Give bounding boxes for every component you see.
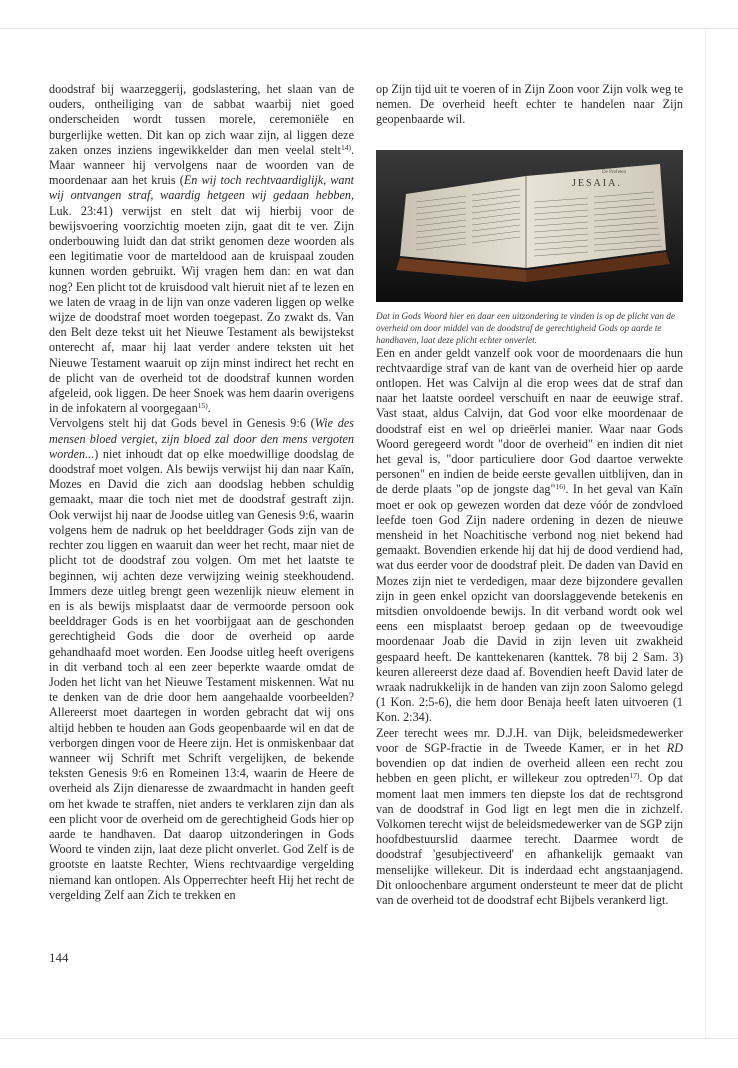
left-paragraph-2: Vervolgens stelt hij dat Gods bevel in Genesis 9:6 (Wie des mensen bloed vergiet, zijn bloed zal door den mens vergoten worden...) niet inhoudt dat op elke moedwillige doodslag de doodstraf moet volgen. Als bewijs verwijst hij dan naar Kaïn, Mozes en David die zich aan doodslag hebben schuldig gemaakt, maar die toch niet met de doodstraf gestraft zijn. Ook verwijst hij naar de Joodse uitleg van Genesis 9:6, waarin volgens hem de nadruk op het beelddrager Gods zijn van de rechter zou liggen en waaruit dan weer het recht, maar niet de plicht tot de doodstraf zou volgen. Om met het laatste te beginnen, wij achten deze verwijzing weinig steekhoudend. Immers deze uitleg brengt geen wezenlijk nieuw element in en is als bewijs misplaatst daar de vermoorde persoon ook beelddrager Gods is en het voorbijgaat aan de geschonden gerechtigheid Gods die door de overheid op aarde gehandhaafd moet worden. Een Joodse uitleg heeft overigens in dit verband toch al een zeer beperkte waarde omdat de Joden het licht van het Nieuwe Testament miskennen. Wat nu te denken van de drie door hem aangehaalde voorbeelden? Allereerst moet daartegen in worden gebracht dat wij ons altijd hebben te houden aan Gods geopenbaarde wil en dat de verborgen dingen voor de Heere zijn. Het is onmiskenbaar dat wanneer wij Schrift met Schrift vergelijken, de bekende teksten Genesis 9:6 en Romeinen 13:4, waarin de Heere de overheid als Zijn dienaresse de zwaardmacht in handen geeft om het kwade te straffen, niet anders te verklaren zijn dan als een plicht voor de overheid om de gerechtigheid Gods hier op aarde te handhaven. Dat daarop uitzonderingen in Gods Woord te vinden zijn, laat deze plicht onverlet. God Zelf is de grootste en laatste Rechter, Wiens rechtvaardige vergelding niemand kan ontlopen. Als Opperrechter heeft Hij het recht de vergelding Zelf aan Zich te trekken en [49, 416, 354, 902]
photo-caption: Dat in Gods Woord hier en daar een uitzondering te vinden is op de plicht van de overheid om door middel van de doodstraf de gerechtigheid Gods op aarde te handhaven, laat deze plicht echter onverlet. [376, 310, 675, 345]
footnote-ref: 16) [555, 482, 566, 492]
page-edge-top [0, 28, 738, 29]
left-paragraph-1: doodstraf bij waarzeggerij, godslastering, het slaan van de ouders, ontheiliging van de sabbat waarbij niet goed onderscheiden wordt tussen morele, ceremoniële en burgerlijke wetten. Dit kan op zich waar zijn, al liggen deze zaken onzes inziens ingewikkelder dan men veelal stelt$^{14)}$. Maar wanneer hij vervolgens naar de woorden van de moordenaar aan het kruis (En wij toch rechtvaardiglijk, want wij ontvangen straf, waardig hetgeen wij gedaan hebben, Luk. 23:41) verwijst en stelt dat wij hierbij voor de bewijsvoering voorzichtig moeten zijn, gaat dit te ver. Zijn onderbouwing luidt dan dat strikt genomen deze woorden als een legitimatie voor de marteldood aan de kruispaal zouden kunnen worden gebruikt. Wij vragen hem dan: en wat dan nog? Een plicht tot de kruisdood valt hieruit niet af te lezen en we laten de vraag in de lijn van onze vaderen liggen op welke wijze de doodstraf moet worden toegepast. Zo zwakt ds. Van den Belt deze tekst uit het Nieuwe Testament als bewijstekst onterecht af, maar hij laat verder andere teksten uit het Nieuwe Testament waaruit op zijn minst indirect het recht en de plicht van de overheid tot de doodstraf kunnen worden afgeleid, ook liggen. De heer Snoek was hem daarin overigens in de infokatern al voorgegaan$^{15)}$. [49, 82, 354, 416]
photo-page-title: JESAIA. [572, 177, 622, 189]
bible-photo [376, 150, 683, 302]
scripture-quote: En wij toch rechtvaardiglijk, want wij ontvangen straf, waardig hetgeen wij gedaan hebben, [49, 173, 354, 203]
left-column [49, 82, 354, 903]
page-edge-bottom [0, 1038, 738, 1039]
right-paragraph-3: Zeer terecht wees mr. D.J.H. van Dijk, beleidsmedewerker voor de SGP-fractie in de Tweede Kamer, er in het RD bovendien op dat indien de overheid alleen een recht zou hebben en geen plicht, er willekeur zou optreden$^{17)}$. Op dat moment laat men immers ten diepste los dat de rechtsgrond van de doodstraf in God ligt en legt men die in zichzelf. Volkomen terecht wijst de beleidsmedewerker van de SGP zijn hoofdbestuurslid daarmee terecht. Daarmee wordt de doodstraf 'gesubjectiveerd' en afhankelijk gemaakt van menselijke willekeur. Dit is inderdaad echt angstaanjagend. Dit onloochenbare argument ondersteunt te meer dat de plicht van de overheid tot de doodstraf echt Bijbels verankerd ligt. [376, 725, 683, 907]
right-paragraph-1: op Zijn tijd uit te voeren of in Zijn Zoon voor Zijn volk weg te nemen. De overheid heeft echter te handelen naar Zijn geopenbaarde wil. [376, 82, 683, 127]
footnote-ref: 15) [197, 401, 208, 411]
right-column [376, 82, 683, 908]
scripture-quote: Wie des mensen bloed vergiet, zijn bloed zal door den mens vergoten worden... [49, 416, 354, 461]
newspaper-abbreviation: RD [666, 740, 683, 755]
page-number: 144 [49, 950, 69, 965]
footnote-ref: 14) [340, 142, 351, 152]
right-paragraph-2: Een en ander geldt vanzelf ook voor de moordenaars die hun rechtvaardige straf van de kant van de overheid hier op aarde ontlopen. Het was Calvijn al die erop wees dat de straf dan naar het laatste oordeel verschuift en naar de eeuwige straf. Vast staat, aldus Calvijn, dat God voor elke moordenaar de doodstraf eist en wel op drieërlei manier. Waar naar Gods Woord geregeerd wordt "door de overheid" en indien dit niet het geval is, "door particuliere door God daartoe verwekte personen" en indien de beide eerste gevallen uitblijven, dan in de derde plaats "op de jongste dag"$^{16)}$. In het geval van Kaïn moet er ook op gewezen worden dat deze vóór de zondvloed leefde toen God Zijn nadere ordening in dezen de nieuwe mensheid in het Noachitische verbond nog niet bekend had gemaakt. Bovendien erkende hij dat hij de dood verdiend had, wat dus eerder voor de doodstraf pleit. De daden van David en Mozes zijn niet te verdedigen, maar deze bijzondere gevallen zijn in geen enkel opzicht van doorslaggevende betekenis en mitsdien onvoldoende bewijs. In dit verband wordt ook wel eens een misplaatst beroep gedaan op de tweevoudige moordenaar Joab die David in zijn leven uit zwakheid gespaard heeft. De kanttekenaren (kanttek. 78 bij 2 Sam. 3) keuren allereerst deze daad af. Bovendien heeft David later de wraak nadrukkelijk in de handen van zijn zoon Salomo gelegd (1 Kon. 2:5-6), die hem door Benaja heeft laten uitvoeren (1 Kon. 2:34). [376, 345, 683, 725]
footnote-ref: 17) [629, 771, 640, 781]
page-edge-right [705, 28, 706, 1038]
photo-page-header: De Profeten [602, 169, 627, 175]
